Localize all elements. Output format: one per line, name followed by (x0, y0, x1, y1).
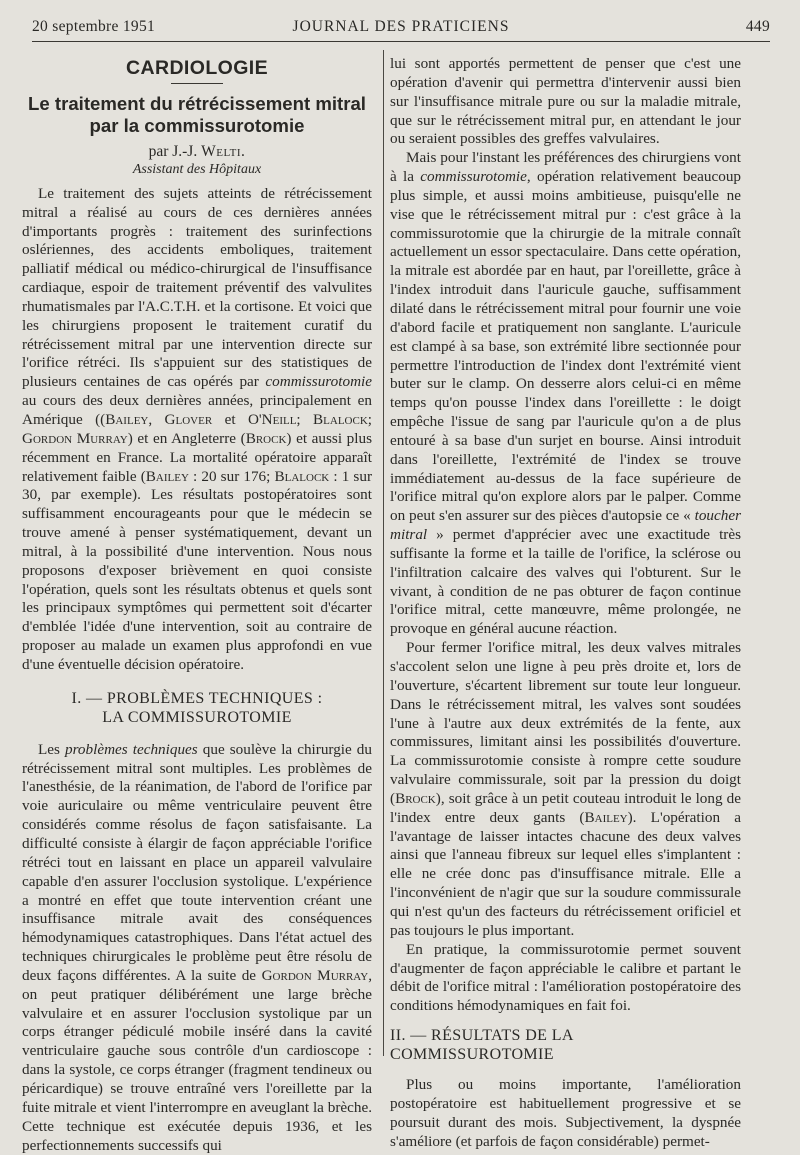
left-column (22, 55, 372, 1155)
column-divider (383, 50, 384, 1056)
author-affiliation: Assistant des Hôpitaux (132, 161, 262, 177)
text-run: , opération relativement beaucoup plus simple, et aussi moins ambitieuse, puisqu'elle ne vise que le rétrécissement mitral pur : c'est grâce à la commissurotomie que la chirurgie de la mitrale connaît actuellement un essor spectaculaire. Dans cette opération, la mitrale est abordée par en haut, par l'oreillette, grâce à l'index introduit dans l'auricule gauche, suffisamment dilaté dans le rétrécissement mitral pour fournir une voie d'abord facile et pratiquement non sanglante. L'auricule est clampé à sa base, son extrémité libre sectionnée pour permettre l'introduction de l'index dont l'extrémité vient buter sur le clamp. On desserre alors celui-ci en même temps qu'on pousse l'index dans l'oreillette : le doigt empêche l'issue de sang par l'auricule qu'on a de plus entouré à sa base d'un surjet en bourse. Ainsi introduit dans l'oreillette, l'extrémité de l'index se trouve immédiatement au-dessus de la face supérieure de l'orifice mitral qu'on explore alors par le palper. Comme on peut s'en assurer sur des pièces d'autopsie ce « (390, 168, 742, 525)
page-number: 449 (745, 18, 770, 35)
author-name: Welti. (201, 142, 246, 160)
results-paragraph: Plus ou moins importante, l'amélioration postopératoire est habituellement progressive et se poursuit durant des mois. Subjectivement, la dyspnée s'améliore (et parfois de façon considérable) permet- (390, 1076, 741, 1150)
text-run: : 20 sur 176; (188, 467, 275, 485)
section-heading-1 (22, 689, 372, 727)
valves-paragraph (390, 639, 741, 941)
text-run: : 1 sur 30, par exemple). Les résultats postopératoires sont suffisamment encourageants pour que le médecin se trouve amené à penser systématiquement, devant un mitral, à la possibilité d'une intervention. Nous nous proposons d'exposer brièvement en quoi consiste l'opération, quels sont les résultats obtenus et quels sont les principaux symptômes qui permettent soit d'écarter d'emblée l'idée d'une intervention, soit au contraire de proposer au malade un examen plus approfondi en vue d'une éventuelle décision opératoire. (22, 467, 372, 673)
title-line-2: par la commissurotomie (89, 114, 305, 136)
section-heading-2: II. — RÉSULTATS DE LA COMMISSUROTOMIE (390, 1027, 573, 1064)
text-run: ), soit grâce à un petit couteau introduit le long de l'index entre deux gants ( (390, 789, 741, 826)
section-rule (171, 83, 223, 84)
text-run: Les (38, 740, 65, 758)
header-rule (32, 41, 770, 42)
text-run: ) et aussi plus récemment en France. La mortalité opératoire apparaît relativement faible ( (22, 429, 372, 485)
text-run: ) et en Angleterre ( (127, 429, 246, 447)
text-run-italic: commissurotomie (265, 373, 372, 391)
continued-paragraph: lui sont apportés permettent de penser que c'est une opération d'avenir qui permettra d'intervenir aussi bien sur l'insuffisance mitrale pure ou sur la maladie mitrale, que sur le rétrécissement mitral pur, en attendant le jour ou seraient possibles des greffes valvulaires. (390, 55, 741, 148)
author-prefix: par J.-J. (148, 142, 202, 160)
text-run-italic: commissurotomie (420, 168, 527, 186)
intro-paragraph (22, 185, 372, 675)
author-ref: Bailey (145, 467, 189, 485)
text-run: au cours des deux dernières années, principalement en Amérique (( (22, 392, 372, 428)
techniques-paragraph (22, 741, 372, 1155)
right-column (390, 55, 741, 1151)
article-title (22, 93, 372, 137)
author-ref: Bailey (584, 808, 628, 826)
text-run: que soulève la chirurgie du rétrécissement mitral sont multiples. Les problèmes de l'anesthésie, de la réanimation, de l'abord de l'orifice par voie auriculaire ou même ventriculaire peuvent être considérés comme résolus de façon satisfaisante. La difficulté consiste à élargir de façon appréciable l'orifice rétréci tout en laissant en place un appareil valvulaire capable d'en assurer l'occlusion systolique. L'expérience a montré en effet que toute intervention créant une insuffisance mitrale avait des conséquences hémodynamiques catastrophiques. Dans l'état actuel des techniques chirurgicales le problème peut être résolu de deux façons différentes. A la suite de (22, 740, 372, 984)
author-ref: Brock (395, 789, 436, 807)
text-run: Pour fermer l'orifice mitral, les deux valves mitrales s'accolent selon une ligne à peu près droite et, lors de l'ouverture, s'écartent librement sur toute leur longueur. Dans le rétrécissement mitral, les valves sont soudées l'une à l'autre aux deux extrémités de la fente, aux commissures, limitant ainsi les possibilités d'ouverture. La commissurotomie consiste à rompre cette soudure valvulaire commissurale, soit par la pression du doigt ( (390, 639, 741, 807)
header-date: 20 septembre 1951 (32, 18, 156, 35)
section-label: CARDIOLOGIE (126, 57, 268, 79)
text-run-italic: problèmes techniques (64, 740, 198, 758)
text-run: Le traitement des sujets atteints de rétrécissement mitral a réalisé au cours de ces dernières années d'importants progrès : traitement des surinfections oslériennes, des accidents emboliques, traitement palliatif médical ou médico-chirurgical de l'insuffisance cardiaque, espoir de traitement préventif des valvulites rhumatismales par l'A.C.T.H. et la cortisone. Et voici que les chirurgiens proposent le traitement curatif du rétrécissement mitral par une intervention directe sur l'orifice rétréci. Ils s'appuient sur des statistiques de plusieurs centaines de cas opérés par (22, 184, 372, 391)
text-run: Mais pour l'instant les préférences des chirurgiens vont à la (390, 149, 741, 186)
text-run: , on peut pratiquer délibérément une large brèche valvulaire et en assurer l'occlusion systolique par un corps étranger pédiculé mobile inséré dans la cavité ventriculaire gauche sous contrôle d'un cardioscope : dans la systole, ce corps étranger (fragment tendineux ou péricardique) se trouve entraîné vers l'oreillette par la fuite mitrale et vient l'interrompre en aveuglant la brèche. Cette technique est exécutée depuis 1936, et les perfectionnements successifs qui (22, 966, 372, 1154)
title-line-1: Le traitement du rétrécissement mitral (28, 92, 366, 114)
author-ref: Bailey, Glover (105, 410, 213, 428)
text-run: et (212, 410, 248, 428)
page-header (32, 14, 770, 40)
author-ref: Brock (245, 429, 287, 447)
text-run: ). L'opération a l'avantage de laisser intactes chacune des deux valves ainsi que l'anneau fibreux sur lequel elles s'implantent : elle ne crée donc pas d'insuffisance mitrale. Elle a l'inconvénient de n'agir que sur la soudure commissurale qui n'est qu'un des facteurs du rétrécissement orificiel et pas toujours le plus important. (390, 808, 741, 939)
author-ref: Gordon Murray (261, 966, 369, 984)
heading-line-2: LA COMMISSUROTOMIE (102, 708, 292, 726)
journal-title: JOURNAL DES PRATICIENS (292, 18, 510, 35)
text-run: » permet d'apprécier avec une exactitude très suffisante la forme et la taille de l'orifice, la sclérose ou l'infiltration calcaire des valves qui l'obturent. Sur le vivant, à condition de ne pas obturer de façon continue l'orifice mitral, cette manœuvre, même prolongée, ne provoque en général aucune réaction. (390, 526, 741, 638)
commissurotomy-paragraph (390, 149, 741, 639)
practice-paragraph: En pratique, la commissurotomie permet souvent d'augmenter de façon appréciable le calibre et partant le débit de l'orifice mitral : l'amélioration postopératoire des conditions hémodynamiques en fait foi. (390, 940, 741, 1015)
author-ref: Blalock (274, 467, 330, 485)
author-ref: O'Neill; Blalock; Gordon Murray (22, 410, 372, 447)
heading-line-1: I. — PROBLÈMES TECHNIQUES : (71, 689, 323, 707)
author-line (22, 143, 372, 161)
text-run-italic: toucher mitral (390, 507, 741, 544)
